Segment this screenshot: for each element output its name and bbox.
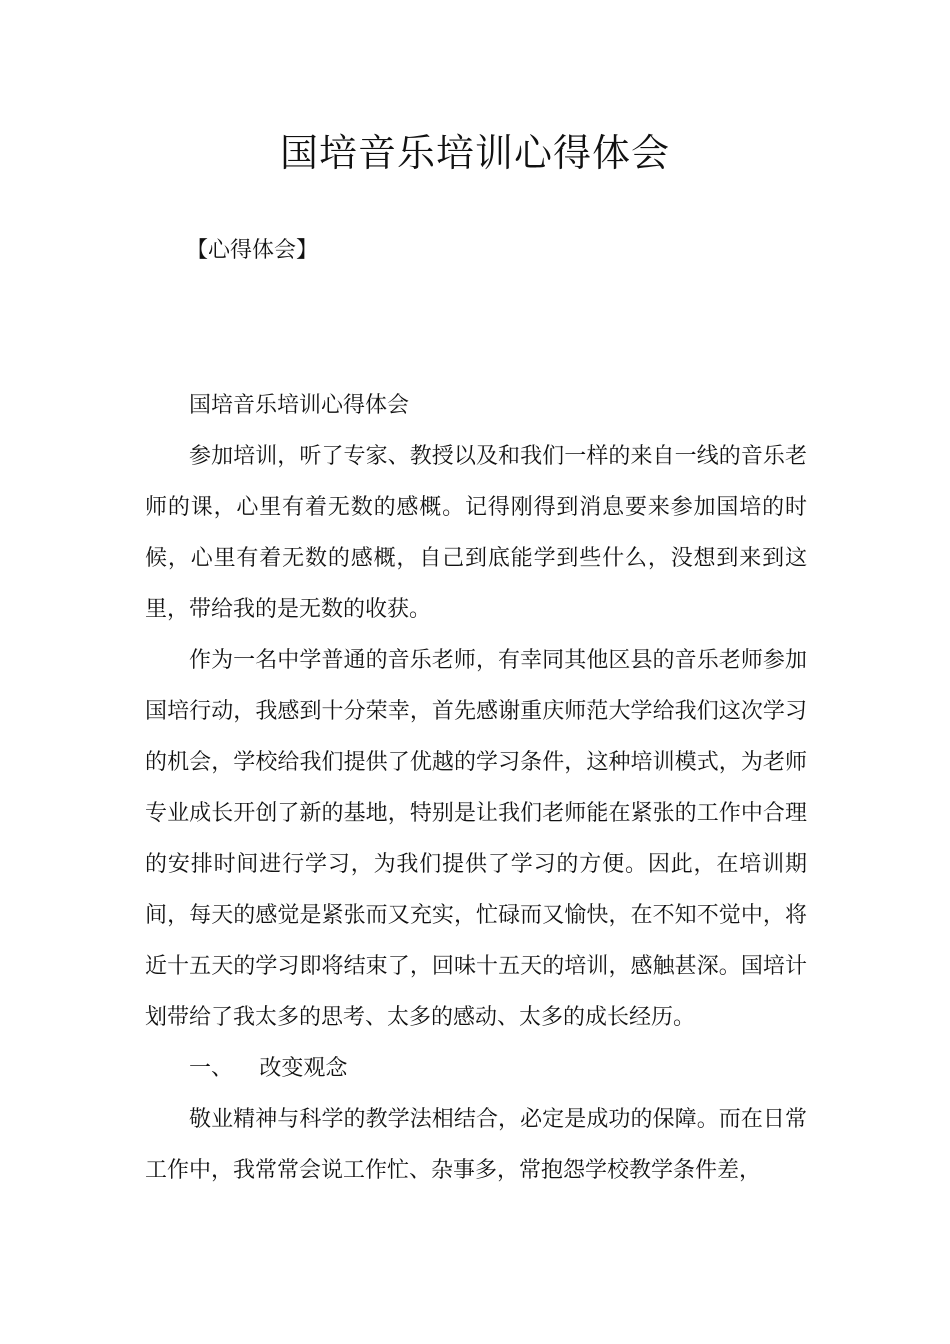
document-body (145, 380, 807, 1196)
section-number: 一、 (189, 1056, 234, 1081)
document-tag: 【心得体会】 (186, 238, 319, 263)
section-heading (145, 1043, 807, 1094)
document-title: 国培音乐培训心得体会 (279, 131, 670, 175)
paragraph-2: 作为一名中学普通的音乐老师，有幸同其他区县的音乐老师参加国培行动，我感到十分荣幸，首先感谢重庆师范大学给我们这次学习的机会，学校给我们提供了优越的学习条件，这种培训模式，为老师专业成长开创了新的基地，特别是让我们老师能在紧张的工作中合理的安排时间进行学习，为我们提供了学习的方便。因此，在培训期间，每天的感觉是紧张而又充实，忙碌而又愉快，在不知不觉中，将近十五天的学习即将结束了，回味十五天的培训，感触甚深。国培计划带给了我太多的思考、太多的感动、太多的成长经历。 (145, 648, 807, 1030)
paragraph-3: 敬业精神与科学的教学法相结合，必定是成功的保障。而在日常工作中，我常常会说工作忙、杂事多，常抱怨学校教学条件差， (145, 1107, 807, 1183)
body-subtitle: 国培音乐培训心得体会 (189, 393, 410, 418)
section-title: 改变观念 (259, 1056, 348, 1081)
paragraph-1: 参加培训，听了专家、教授以及和我们一样的来自一线的音乐老师的课，心里有着无数的感概。记得刚得到消息要来参加国培的时候，心里有着无数的感概，自己到底能学到些什么，没想到来到这里，带给我的是无数的收获。 (145, 444, 807, 622)
